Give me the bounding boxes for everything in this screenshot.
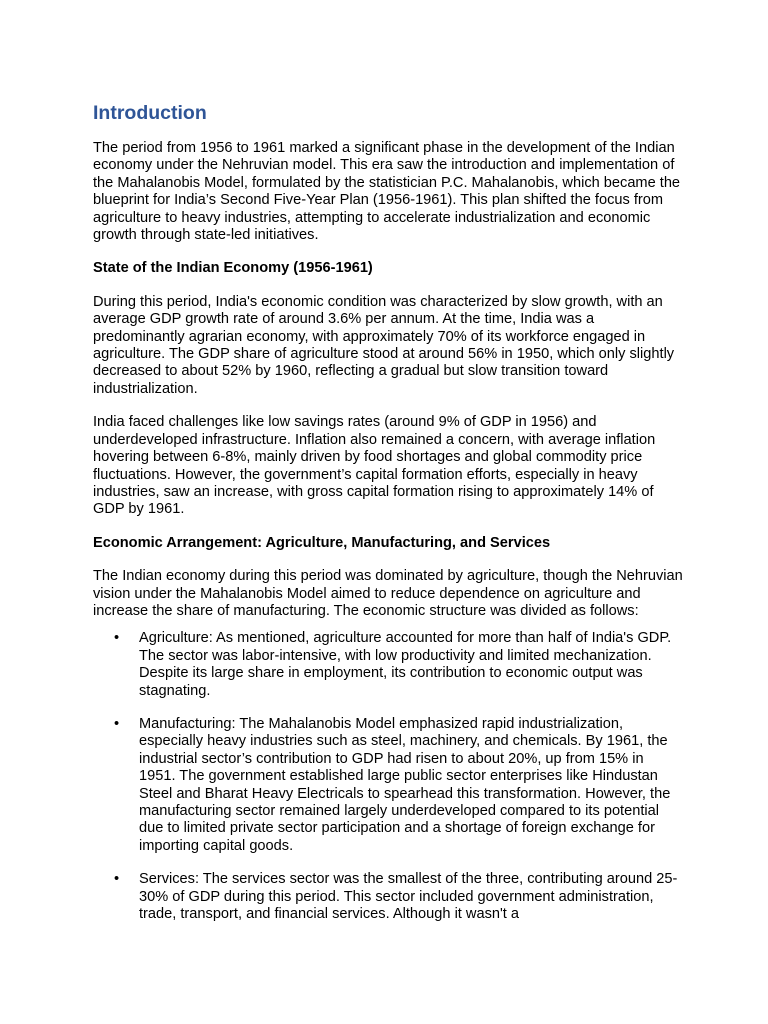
- list-item-text: Manufacturing: The Mahalanobis Model emphasized rapid industrialization, especially heavy industries such as steel, machinery, and chemicals. By 1961, the industrial sector’s contribution to GDP had risen to about 20%, up from 15% in 1951. The government established large public sector enterprises like Hindustan Steel and Bharat Heavy Electricals to spearhead this transformation. However, the manufacturing sector remained largely underdeveloped compared to its potential due to limited private sector participation and a shortage of foreign exchange for importing capital goods.: [139, 715, 671, 854]
- intro-paragraph: The period from 1956 to 1961 marked a significant phase in the development of the Indian economy under the Nehruvian model. This era saw the introduction and implementation of the Mahalanobis Model, formulated by the statistician P.C. Mahalanobis, which became the blueprint for India’s Second Five-Year Plan (1956-1961). This plan shifted the focus from agriculture to heavy industries, attempting to accelerate industrialization and economic growth through state-led initiatives.: [93, 140, 681, 244]
- list-item-services: [93, 871, 683, 923]
- list-item-text: Agriculture: As mentioned, agriculture accounted for more than half of India's GDP. The sector was labor-intensive, with low productivity and limited mechanization. Despite its large share in employment, its contribution to economic output was stagnating.: [139, 630, 672, 699]
- list-item-manufacturing: [93, 716, 683, 855]
- section-heading-economy-state: State of the Indian Economy (1956-1961): [93, 260, 373, 277]
- sector-list: [93, 620, 683, 923]
- section-heading-economic-arrangement: Economic Arrangement: Agriculture, Manufacturing, and Services: [93, 534, 551, 551]
- economic-arrangement-paragraph: The Indian economy during this period was dominated by agriculture, though the Nehruvian vision under the Mahalanobis Model aimed to reduce dependence on agriculture and increase the share of manufacturing. The economic structure was divided as follows:: [93, 568, 683, 619]
- economy-state-paragraph-1: During this period, India's economic condition was characterized by slow growth, with an average GDP growth rate of around 3.6% per annum. At the time, India was a predominantly agrarian economy, with approximately 70% of its workforce engaged in agriculture. The GDP share of agriculture stood at around 56% in 1950, which only slightly decreased to about 52% by 1960, reflecting a gradual but slow transition toward industrialization.: [93, 293, 675, 397]
- document-page: [93, 100, 683, 939]
- bullet-icon: •: [114, 871, 120, 888]
- economy-state-paragraph-2: India faced challenges like low savings rates (around 9% of GDP in 1956) and underdeveloped infrastructure. Inflation also remained a concern, with average inflation hovering between 6-8%, mainly driven by food shortages and global commodity price fluctuations. However, the government’s capital formation efforts, especially in heavy industries, saw an increase, with gross capital formation rising to approximately 14% of GDP by 1961.: [93, 414, 656, 518]
- list-item-agriculture: [93, 630, 683, 700]
- bullet-icon: •: [114, 715, 120, 732]
- list-item-text: Services: The services sector was the smallest of the three, contributing around 25-30% of GDP during this period. This sector included government administration, trade, transport, and financial services. Although it wasn't a: [139, 871, 678, 923]
- bullet-icon: •: [114, 630, 120, 647]
- page-title: Introduction: [93, 102, 207, 124]
